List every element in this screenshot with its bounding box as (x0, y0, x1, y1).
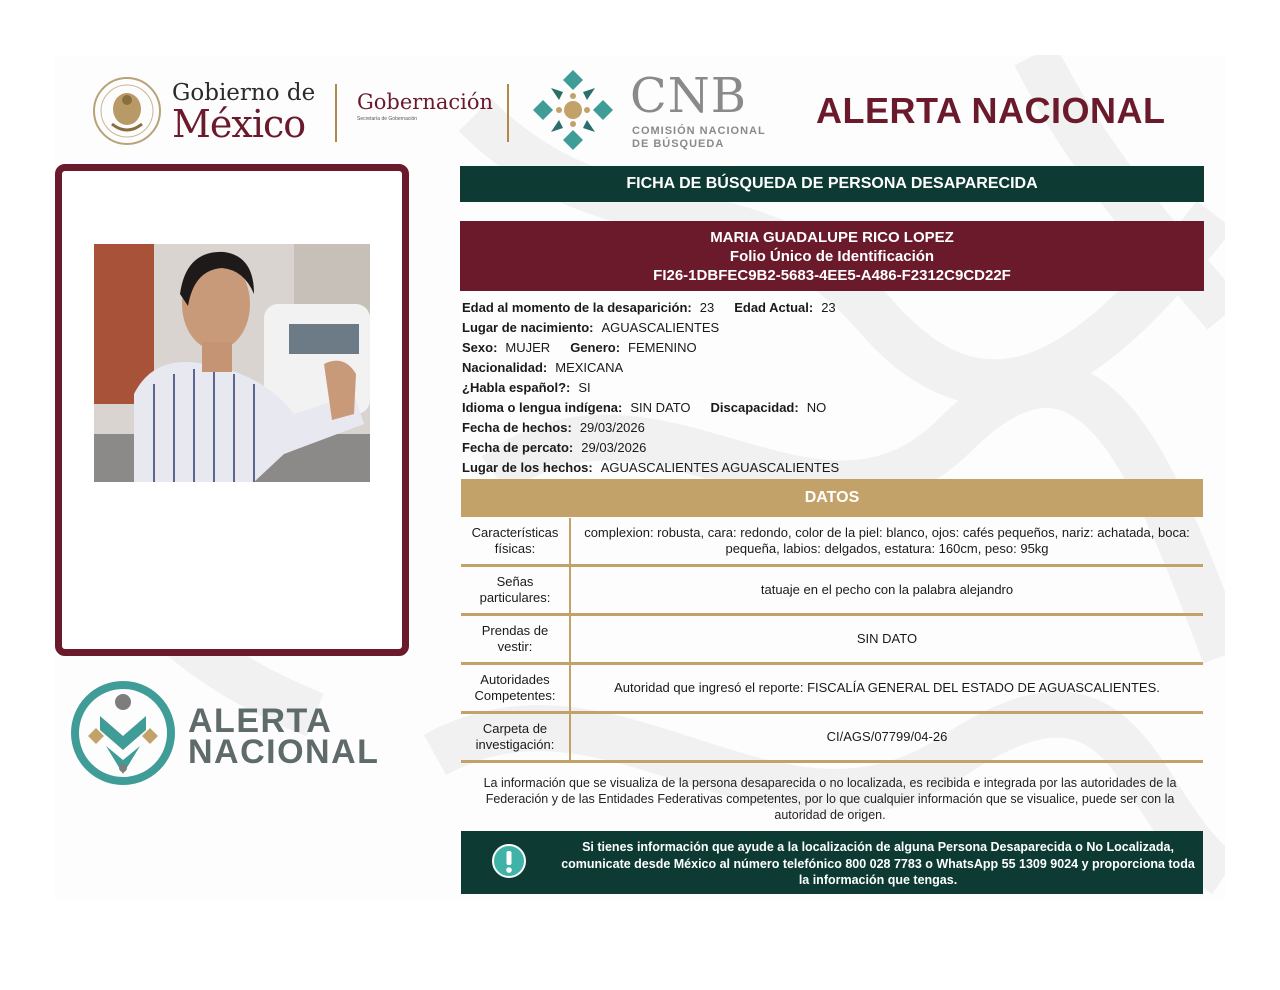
table-label: Características físicas: (461, 518, 571, 564)
coat-of-arms-icon (92, 76, 162, 146)
info-row-sexo (462, 338, 839, 358)
exclamation-icon (491, 843, 527, 879)
info-label: Sexo: (462, 340, 498, 355)
header-divider (507, 84, 509, 142)
info-value: 29/03/2026 (581, 440, 647, 455)
info-value: AGUASCALIENTES (601, 320, 720, 335)
table-value: complexion: robusta, cara: redondo, color de la piel: blanco, ojos: cafés pequeños, nariz: achatada, boca: pequeña, labios: delgados, estatura: 160cm, peso: 95kg (584, 525, 1190, 556)
info-row-habla (462, 378, 839, 398)
datos-title-bar: DATOS (461, 479, 1203, 517)
alerta-logo-line1: ALERTA (188, 702, 333, 740)
ficha-title-bar: FICHA DE BÚSQUEDA DE PERSONA DESAPARECIDA (460, 166, 1204, 202)
person-name-box (460, 221, 1204, 291)
table-label: Carpeta de investigación: (461, 714, 571, 760)
info-row-lugar-nacimiento (462, 318, 839, 338)
contact-bar (461, 831, 1203, 894)
personal-info (462, 298, 839, 478)
alerta-logo-line2: NACIONAL (188, 733, 380, 771)
info-label: Lugar de nacimiento: (462, 320, 594, 335)
info-value: SIN DATO (630, 400, 691, 415)
cnb-subtitle-line1: COMISIÓN NACIONAL (632, 125, 766, 137)
info-row-edad (462, 298, 839, 318)
cnb-title: CNB (630, 68, 747, 124)
table-row (461, 714, 1203, 763)
info-label: Edad al momento de la desaparición: (462, 300, 692, 315)
info-label: Fecha de hechos: (462, 420, 572, 435)
table-row (461, 567, 1203, 616)
gobernacion-subtitle: Secretaría de Gobernación (357, 116, 418, 122)
info-value: MUJER (505, 340, 551, 355)
info-value: SI (578, 380, 591, 395)
table-value: CI/AGS/07799/04-26 (826, 729, 948, 744)
info-label: Discapacidad: (710, 400, 799, 415)
info-label: Nacionalidad: (462, 360, 548, 375)
info-value: 23 (821, 300, 836, 315)
info-row-nacionalidad (462, 358, 839, 378)
person-name: MARIA GUADALUPE RICO LOPEZ (710, 229, 954, 246)
disclaimer-text: La información que se visualiza de la persona desaparecida o no localizada, es recibida e integrada por las autoridades de la Federación y de las Entidades Federativas competentes, por lo que cualquier información que se visualice, puede ser con la autoridad de origen. (483, 776, 1177, 822)
folio-label: Folio Único de Identificación (729, 248, 935, 265)
info-value: NO (806, 400, 827, 415)
datos-table (461, 518, 1203, 763)
table-value: Autoridad que ingresó el reporte: FISCALÍA GENERAL DEL ESTADO DE AGUASCALIENTES. (614, 680, 1160, 695)
gobierno-line1: Gobierno de (172, 80, 316, 106)
info-label: Idioma o lengua indígena: (462, 400, 623, 415)
info-value: AGUASCALIENTES AGUASCALIENTES (600, 460, 840, 475)
header-divider (335, 84, 337, 142)
cnb-subtitle-line2: DE BÚSQUEDA (632, 138, 725, 150)
table-label: Autoridades Competentes: (461, 665, 571, 711)
table-label: Señas particulares: (461, 567, 571, 613)
info-value: 23 (699, 300, 715, 315)
info-row-fecha-hechos (462, 418, 839, 438)
info-row-fecha-percato (462, 438, 839, 458)
table-row (461, 665, 1203, 714)
gobernacion-title: Gobernación (357, 90, 494, 114)
info-label: Edad Actual: (734, 300, 814, 315)
table-value: SIN DATO (856, 631, 918, 646)
info-label: Genero: (570, 340, 621, 355)
info-label: ¿Habla español?: (462, 380, 571, 395)
gobierno-de-mexico-logo (92, 74, 336, 148)
info-row-lugar-hechos (462, 458, 839, 478)
info-label: Lugar de los hechos: (462, 460, 593, 475)
alerta-emblem-icon (70, 680, 176, 786)
info-value: 29/03/2026 (579, 420, 645, 435)
contact-text: Si tienes información que ayude a la localización de alguna Persona Desaparecida o No Localizada, comunicate desde México al número telefónico 800 028 7783 o WhatsApp 55 1309 9024 y proporciona toda la información que tengas. (561, 840, 1195, 887)
table-value: tatuaje en el pecho con la palabra alejandro (760, 582, 1014, 597)
missing-person-photo (94, 244, 370, 482)
info-value: FEMENINO (628, 340, 697, 355)
cnb-emblem-icon (527, 64, 619, 156)
table-label: Prendas de vestir: (461, 616, 571, 662)
alerta-nacional-title: ALERTA NACIONAL (816, 90, 1166, 131)
table-row (461, 518, 1203, 567)
table-row (461, 616, 1203, 665)
gobierno-line2: México (172, 102, 306, 146)
folio-value: FI26-1DBFEC9B2-5683-4EE5-A486-F2312C9CD22F (653, 267, 1011, 284)
info-value: MEXICANA (555, 360, 624, 375)
gobernacion-logo (357, 90, 493, 122)
info-row-idioma (462, 398, 839, 418)
info-label: Fecha de percato: (462, 440, 574, 455)
